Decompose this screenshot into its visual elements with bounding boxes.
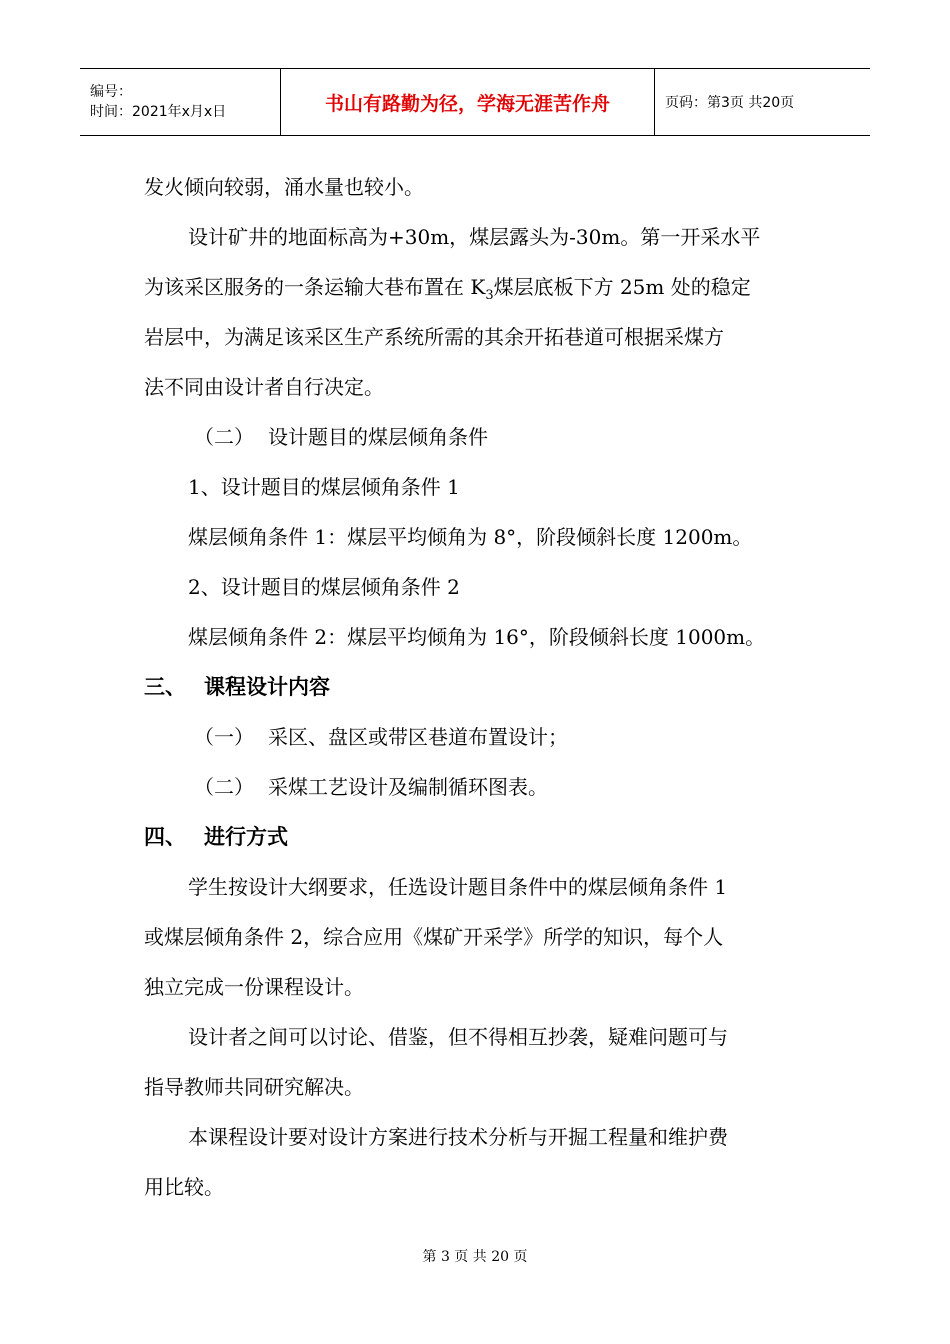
body-line: 本课程设计要对设计方案进行技术分析与开掘工程量和维护费 — [188, 1125, 728, 1149]
list-item: （二） 采煤工艺设计及编制循环图表。 — [194, 775, 548, 799]
header-motto: 书山有路勤为径，学海无涯苦作舟 — [324, 92, 610, 115]
subsection-heading: （二） 设计题目的煤层倾角条件 — [194, 425, 488, 449]
body-line: 发火倾向较弱，涌水量也较小。 — [144, 175, 424, 199]
body-line: 用比较。 — [144, 1175, 224, 1199]
condition-text: 煤层倾角条件 2：煤层平均倾角为 16°，阶段倾斜长度 1000m。 — [188, 625, 766, 649]
body-line: 设计矿井的地面标高为+30m，煤层露头为-30m。第一开采水平 — [188, 225, 761, 249]
condition-text: 煤层倾角条件 1：煤层平均倾角为 8°，阶段倾斜长度 1200m。 — [188, 525, 753, 549]
body-line: 学生按设计大纲要求，任选设计题目条件中的煤层倾角条件 1 — [188, 875, 728, 899]
section-heading: 三、 课程设计内容 — [144, 675, 330, 699]
header-motto-cell — [281, 69, 655, 135]
body-line: 或煤层倾角条件 2，综合应用《煤矿开采学》所学的知识，每个人 — [144, 925, 724, 949]
page-footer: 第 3 页 共 20 页 — [422, 1249, 528, 1265]
body-line: 指导教师共同研究解决。 — [144, 1075, 364, 1099]
header-meta — [80, 69, 281, 135]
body-line: 岩层中，为满足该采区生产系统所需的其余开拓巷道可根据采煤方 — [144, 325, 724, 349]
page-header — [80, 68, 870, 136]
body-line: 为该采区服务的一条运输大巷布置在 $K_3$煤层底板下方 25m 处的稳定 — [144, 275, 751, 303]
body-line: 设计者之间可以讨论、借鉴，但不得相互抄袭，疑难问题可与 — [188, 1025, 728, 1049]
condition-title: 1、设计题目的煤层倾角条件 1 — [188, 475, 460, 499]
subscript: 3 — [485, 288, 494, 303]
document-body — [144, 162, 814, 1212]
time-label: 时间：2021年x月x日 — [90, 104, 227, 120]
body-line: 法不同由设计者自行决定。 — [144, 375, 384, 399]
condition-title: 2、设计题目的煤层倾角条件 2 — [188, 575, 460, 599]
section-heading: 四、 进行方式 — [144, 825, 288, 849]
list-item: （一） 采区、盘区或带区巷道布置设计； — [194, 725, 568, 749]
body-line: 独立完成一份课程设计。 — [144, 975, 364, 999]
number-label: 编号： — [90, 84, 132, 100]
header-page-info: 页码：第3页 共20页 — [665, 95, 795, 111]
